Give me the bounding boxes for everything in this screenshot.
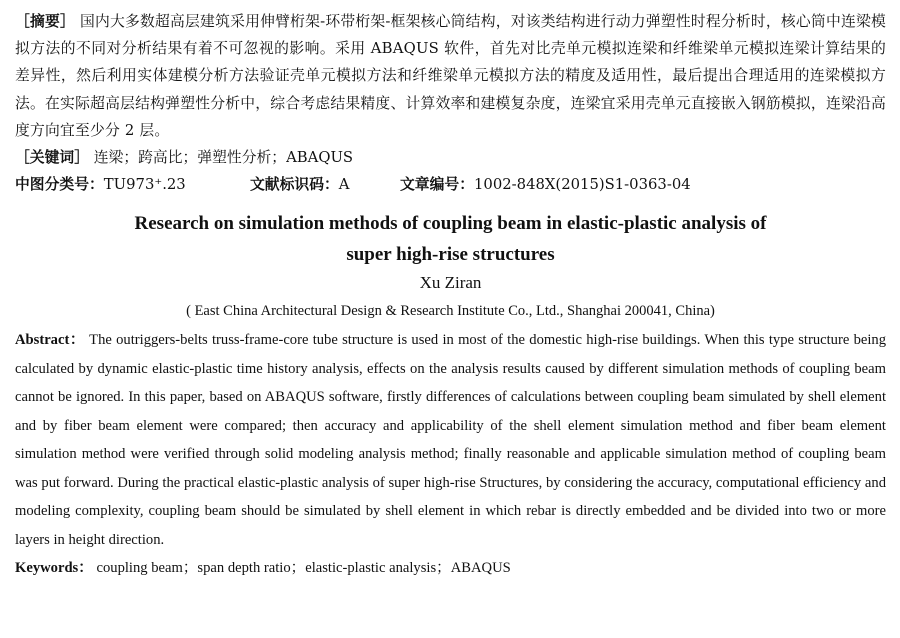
english-abstract-text: The outriggers-belts truss-frame-core tube structure is used in most of the domestic high-rise buildings. When this type structure being calculated by dynamic elastic-plastic time history analysis, effects on the analysis results caused by different simulation methods of coupling beam cannot be ignored. In this paper, based on ABAQUS software, firstly differences of calculations between coupling beam simulated by shell element and by fiber beam element were compared; then accuracy and applicability of the shell element simulation method and fiber beam element simulation method were verified through solid modeling analysis method; finally reasonable and applicable simulation method of coupling beam was put forward. During the practical elastic-plastic analysis of super high-rise Structures, by considering the accuracy, computational efficiency and modeling complexity, coupling beam should be simulated by shell element in which rebar is directly embedded and be divided into two or more layers in height direction. (15, 332, 886, 548)
english-abstract-label: Abstract： (15, 332, 86, 349)
classification-line (15, 171, 886, 198)
clc-label: 中图分类号： (15, 176, 104, 194)
chinese-keywords-text: 连梁；跨高比；弹塑性分析；ABAQUS (93, 149, 354, 167)
chinese-abstract (15, 8, 886, 144)
english-title (15, 208, 886, 270)
article-number (400, 171, 691, 198)
author-name: Xu Ziran (419, 273, 482, 293)
english-title-line-1: Research on simulation methods of coupling beam in elastic-plastic analysis of (134, 213, 767, 235)
english-keywords (15, 554, 886, 582)
chinese-keywords (15, 144, 886, 171)
article-number-value: 1002-848X(2015)S1-0363-04 (474, 176, 691, 194)
chinese-abstract-text: 国内大多数超高层建筑采用伸臂桁架-环带桁架-框架核心筒结构，对该类结构进行动力弹塑性时程分析时，核心筒中连梁模拟方法的不同对分析结果有着不可忽视的影响。采用 ABAQUS 软件，首先对比壳单元模拟连梁和纤维梁单元模拟连梁计算结果的差异性，然后利用实体建模分析方法验证壳单元模拟方法和纤维梁单元模拟方法的精度及适用性，最后提出合理适用的连梁模拟方法。在实际超高层结构弹塑性分析中，综合考虑结果精度、计算效率和建模复杂度，连梁宜采用壳单元直接嵌入钢筋模拟，连梁沿高度方向宜至少分 2 层。 (15, 13, 886, 139)
english-abstract (15, 326, 886, 554)
article-number-label: 文章编号： (400, 176, 474, 194)
chinese-keywords-label: ［关键词］ (15, 149, 89, 167)
document-code-value: A (338, 176, 350, 194)
chinese-abstract-label: ［摘要］ (15, 13, 76, 30)
author-affiliation: ( East China Architectural Design & Research Institute Co., Ltd., Shanghai 200041, China) (186, 303, 715, 320)
clc-number (15, 171, 250, 198)
document-code-label: 文献标识码： (250, 176, 339, 194)
english-keywords-text: coupling beam；span depth ratio；elastic-plastic analysis；ABAQUS (96, 560, 511, 577)
clc-value: TU973⁺.23 (103, 176, 186, 194)
english-keywords-label: Keywords： (15, 560, 93, 577)
english-title-line-2: super high-rise structures (346, 244, 555, 266)
document-code (250, 171, 400, 198)
